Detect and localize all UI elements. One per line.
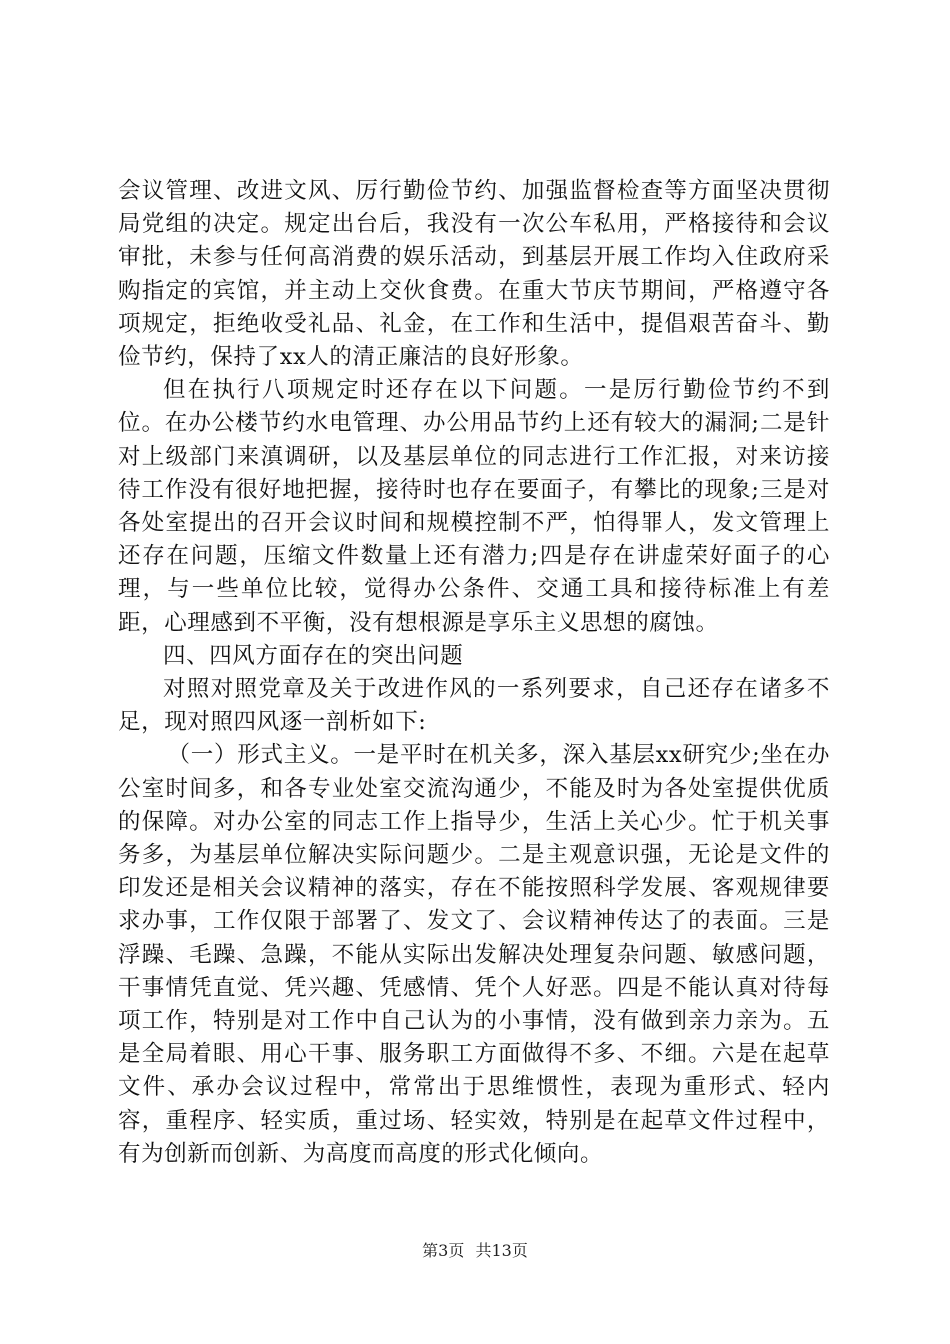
page-number: 第3页	[422, 1241, 465, 1260]
paragraph-1: 会议管理、改进文风、厉行勤俭节约、加强监督检查等方面坚决贯彻局党组的决定。规定出台后，我没有一次公车私用，严格接待和会议审批，未参与任何高消费的娱乐活动，到基层开展工作均入住政府采购指定的宾馆，并主动上交伙食费。在重大节庆节期间，严格遵守各项规定，拒绝收受礼品、礼金，在工作和生活中，提倡艰苦奋斗、勤俭节约，保持了xx人的清正廉洁的良好形象。	[118, 178, 830, 371]
paragraph-2: 但在执行八项规定时还存在以下问题。一是厉行勤俭节约不到位。在办公楼节约水电管理、办公用品节约上还有较大的漏洞;二是针对上级部门来滇调研，以及基层单位的同志进行工作汇报，对来访接待工作没有很好地把握，接待时也存在要面子，有攀比的现象;三是对各处室提出的召开会议时间和规模控制不严，怕得罪人，发文管理上还存在问题，压缩文件数量上还有潜力;四是存在讲虚荣好面子的心理，与一些单位比较，觉得办公条件、交通工具和接待标准上有差距，心理感到不平衡，没有想根源是享乐主义思想的腐蚀。	[118, 377, 830, 636]
page-footer	[0, 1238, 950, 1261]
paragraph-4: （一）形式主义。一是平时在机关多，深入基层xx研究少;坐在办公室时间多，和各专业处室交流沟通少，不能及时为各处室提供优质的保障。对办公室的同志工作上指导少，生活上关心少。忙于机关事务多，为基层单位解决实际问题少。二是主观意识强，无论是文件的印发还是相关会议精神的落实，存在不能按照科学发展、客观规律要求办事，工作仅限于部署了、发文了、会议精神传达了的表面。三是浮躁、毛躁、急躁，不能从实际出发解决处理复杂问题、敏感问题，干事情凭直觉、凭兴趣、凭感情、凭个人好恶。四是不能认真对待每项工作，特别是对工作中自己认为的小事情，没有做到亲力亲为。五是全局着眼、用心干事、服务职工方面做得不多、不细。六是在起草文件、承办会议过程中，常常出于思维惯性，表现为重形式、轻内容，重程序、轻实质，重过场、轻实效，特别是在起草文件过程中，有为创新而创新、为高度而高度的形式化倾向。	[118, 742, 830, 1167]
page-total: 共13页	[475, 1241, 528, 1260]
paragraph-3: 对照对照党章及关于改进作风的一系列要求，自己还存在诸多不足，现对照四风逐一剖析如下:	[118, 676, 830, 736]
section-heading: 四、四风方面存在的突出问题	[163, 642, 464, 669]
document-body	[118, 175, 830, 1171]
